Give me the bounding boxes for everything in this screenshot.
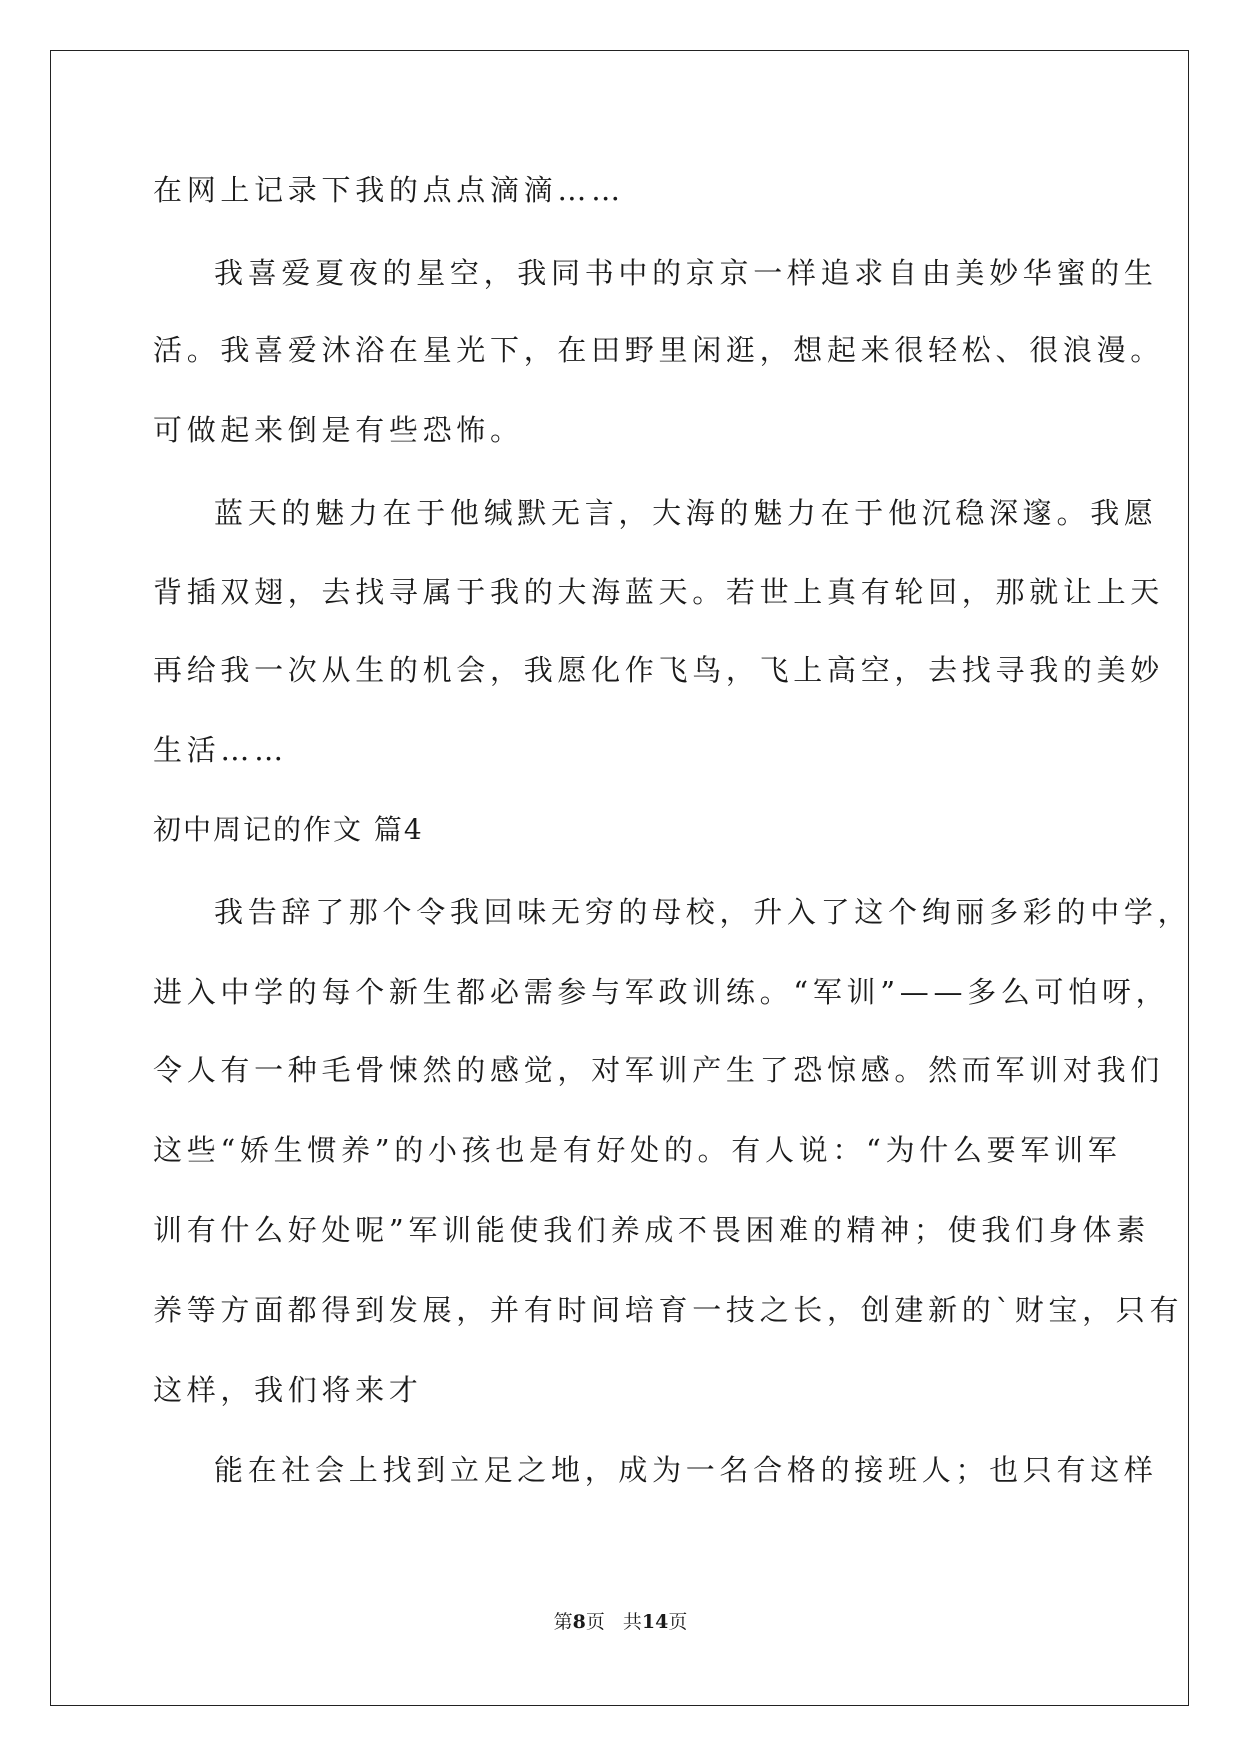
page-label [554, 1611, 605, 1633]
paragraph-first-line: 能在社会上找到立足之地，成为一名合格的接班人；也只有这样 [214, 1453, 1158, 1487]
text-line: 生活…… [153, 733, 288, 767]
page-prefix: 第 [553, 1611, 573, 1633]
text-line: 可做起来倒是有些恐怖。 [153, 413, 524, 447]
text-line: 再给我一次从生的机会，我愿化作飞鸟，飞上高空，去找寻我的美妙 [153, 653, 1165, 687]
text-line: 养等方面都得到发展，并有时间培育一技之长，创建新的`财宝，只有 [153, 1293, 1184, 1327]
page-number: 8 [572, 1611, 586, 1633]
page-suffix: 页 [585, 1611, 605, 1633]
paragraph-first-line: 我告辞了那个令我回味无穷的母校，升入了这个绚丽多彩的中学， [214, 895, 1192, 929]
text-line: 这些“娇生惯养”的小孩也是有好处的。有人说：“为什么要军训军 [153, 1133, 1122, 1167]
total-pages-number: 14 [641, 1611, 669, 1633]
text-line: 在网上记录下我的点点滴滴…… [153, 173, 625, 207]
total-suffix: 页 [668, 1611, 688, 1633]
text-line: 训有什么好处呢”军训能使我们养成不畏困难的精神；使我们身体素 [153, 1213, 1150, 1247]
section-heading: 初中周记的作文 篇4 [153, 813, 424, 846]
total-prefix: 共 [622, 1611, 642, 1633]
total-pages-label [623, 1611, 687, 1633]
text-line: 进入中学的每个新生都必需参与军政训练。“军训”——多么可怕呀， [153, 975, 1170, 1009]
page-footer [0, 1610, 1241, 1634]
text-line: 活。我喜爱沐浴在星光下，在田野里闲逛，想起来很轻松、很浪漫。 [153, 333, 1165, 367]
text-line: 这样，我们将来才 [153, 1373, 423, 1407]
paragraph-first-line: 我喜爱夏夜的星空，我同书中的京京一样追求自由美妙华蜜的生 [214, 256, 1158, 290]
text-line: 背插双翅，去找寻属于我的大海蓝天。若世上真有轮回，那就让上天 [153, 575, 1165, 609]
paragraph-first-line: 蓝天的魅力在于他缄默无言，大海的魅力在于他沉稳深邃。我愿 [214, 496, 1158, 530]
text-line: 令人有一种毛骨悚然的感觉，对军训产生了恐惊感。然而军训对我们 [153, 1053, 1165, 1087]
